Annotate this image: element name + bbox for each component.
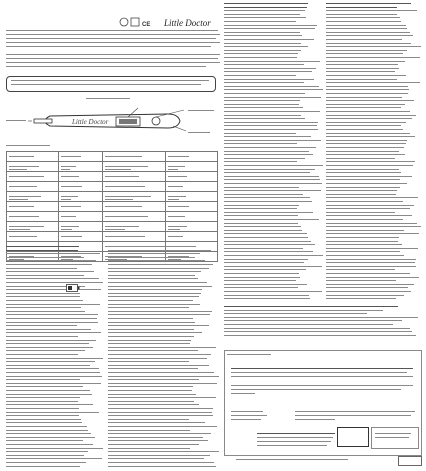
specs-cell	[166, 232, 218, 242]
specs-row	[7, 192, 218, 202]
specs-cell	[7, 152, 59, 162]
specs-cell	[166, 182, 218, 192]
specs-cell	[58, 232, 102, 242]
specs-cell	[102, 212, 165, 222]
specs-cell	[7, 162, 59, 172]
specs-row	[7, 232, 218, 242]
seller-stamp-box	[371, 427, 419, 449]
specs-row	[7, 182, 218, 192]
thermometer-probe	[34, 119, 52, 123]
specs-row	[7, 152, 218, 162]
icon-row	[118, 15, 166, 29]
certification-icons	[118, 15, 166, 29]
specs-cell	[58, 212, 102, 222]
specs-cell	[102, 182, 165, 192]
specs-cell	[7, 172, 59, 182]
specs-cell	[58, 202, 102, 212]
specs-cell	[58, 192, 102, 202]
specs-cell	[58, 162, 102, 172]
specs-cell	[7, 232, 59, 242]
specs-row	[7, 172, 218, 182]
specs-cell	[7, 182, 59, 192]
specs-cell	[166, 212, 218, 222]
specs-cell	[58, 182, 102, 192]
warning-callout	[6, 76, 216, 92]
specs-cell	[7, 222, 59, 232]
specs-cell	[102, 172, 165, 182]
specs-cell	[7, 202, 59, 212]
specs-cell	[102, 152, 165, 162]
specs-cell	[58, 172, 102, 182]
specs-row	[7, 222, 218, 232]
specs-cell	[166, 172, 218, 182]
specs-cell	[58, 152, 102, 162]
power-button	[152, 117, 160, 125]
specs-cell	[166, 162, 218, 172]
page-code-box	[398, 456, 422, 466]
battery-icon	[66, 284, 80, 292]
specs-cell	[102, 192, 165, 202]
specs-cell	[166, 222, 218, 232]
specs-cell	[7, 192, 59, 202]
brand-logo: Little Doctor	[164, 18, 211, 28]
specs-cell	[166, 202, 218, 212]
ce-mark: CE	[142, 22, 151, 28]
specs-cell	[58, 222, 102, 232]
thermometer-diagram	[28, 104, 198, 140]
stamp-box	[337, 427, 369, 447]
specs-cell	[102, 202, 165, 212]
specs-row	[7, 202, 218, 212]
specs-cell	[166, 192, 218, 202]
specs-cell	[102, 162, 165, 172]
specs-cell	[7, 212, 59, 222]
specs-cell	[102, 232, 165, 242]
warranty-card	[224, 350, 422, 456]
thermometer-brand-print: Little Doctor	[72, 118, 109, 126]
specs-row	[7, 162, 218, 172]
specs-cell	[102, 222, 165, 232]
specs-row	[7, 212, 218, 222]
specs-cell	[166, 152, 218, 162]
